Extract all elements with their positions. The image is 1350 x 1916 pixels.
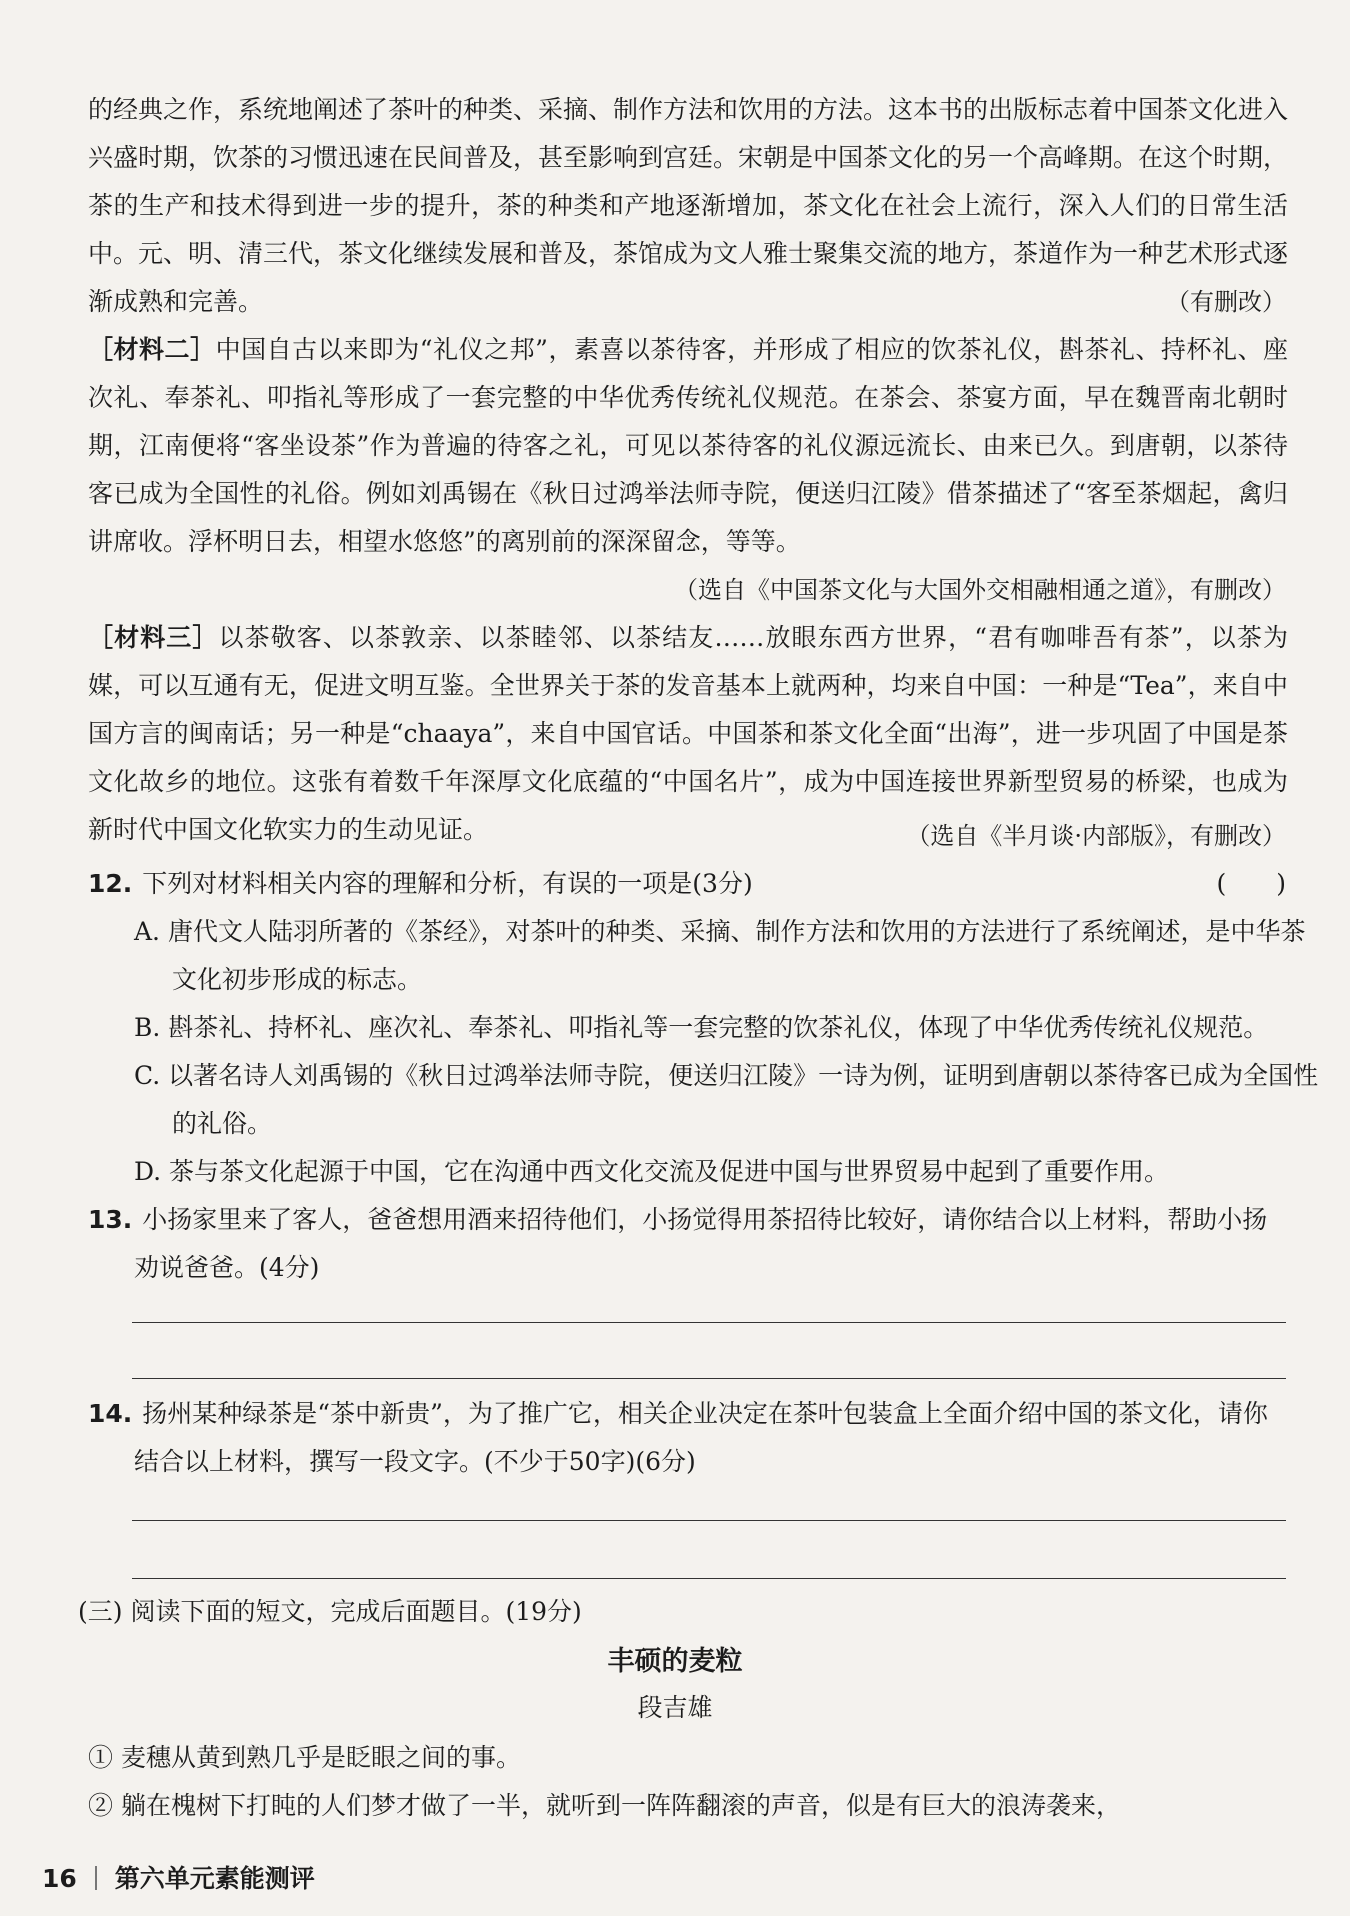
material2-label: ［材料二］ (88, 335, 216, 364)
material2-text: 中国自古以来即为“礼仪之邦”，素喜以茶待客，并形成了相应的饮茶礼仪，斟茶礼、持杯礼、座次礼、奉茶礼、叩指礼等形成了一套完整的中华优秀传统礼仪规范。在茶会、茶宴方面，早在魏晋南北朝时期，江南便将“客坐设茶”作为普遍的待客之礼，可见以茶待客的礼仪源远流长、由来已久。到唐朝，以茶待客已成为全国性的礼俗。例如刘禹锡在《秋日过鸿举法师寺院，便送归江陵》借茶描述了“客至茶烟起，禽归讲席收。浮杯明日去，相望水悠悠”的离别前的深深留念，等等。 (88, 335, 1288, 556)
question-12-stem: 下列对材料相关内容的理解和分析，有误的一项是(3分) (142, 869, 753, 898)
q14-answer-line-1[interactable] (132, 1520, 1286, 1521)
unit-title: 第六单元素能测评 (114, 1864, 315, 1893)
article-author: 段吉雄 (637, 1693, 713, 1722)
q13-answer-line-1[interactable] (132, 1322, 1286, 1323)
material3-text: 以茶敬客、以茶敦亲、以茶睦邻、以茶结友……放眼东西方世界，“君有咖啡吾有茶”，以茶为媒，可以互通有无，促进文明互鉴。全世界关于茶的发音基本上就两种，均来自中国：一种是“Tea”，来自中国方言的闽南话；另一种是“chaaya”，来自中国官话。中国茶和茶文化全面“出海”，进一步巩固了中国是茶文化故乡的地位。这张有着数千年深厚文化底蕴的“中国名片”，成为中国连接世界新型贸易的桥梁，也成为新时代中国文化软实力的生动见证。 (88, 623, 1288, 844)
material1-source: （有删改） (1166, 288, 1286, 316)
question-12 (88, 860, 1288, 908)
question-14 (88, 1390, 1288, 1486)
option-a[interactable]: A. 唐代文人陆羽所著的《茶经》，对茶叶的种类、采摘、制作方法和饮用的方法进行了系统阐述，是中华茶文化初步形成的标志。 (134, 917, 1306, 994)
material3-source: （选自《半月谈·内部版》，有删改） (906, 822, 1286, 850)
material2-paragraph (88, 326, 1288, 566)
question-14-number: 14. (88, 1399, 133, 1428)
option-b[interactable]: B. 斟茶礼、持杯礼、座次礼、奉茶礼、叩指礼等一套完整的饮茶礼仪，体现了中华优秀传统礼仪规范。 (134, 1013, 1269, 1042)
page-footer (42, 1862, 315, 1896)
question-13-stem: 小扬家里来了客人，爸爸想用酒来招待他们，小扬觉得用茶招待比较好，请你结合以上材料，帮助小扬劝说爸爸。(4分) (134, 1205, 1268, 1282)
footer-divider (95, 1866, 97, 1890)
question-14-stem: 扬州某种绿茶是“茶中新贵”，为了推广它，相关企业决定在茶叶包装盒上全面介绍中国的茶文化，请你结合以上材料，撰写一段文字。(不少于50字)(6分) (134, 1399, 1268, 1476)
q13-answer-line-2[interactable] (132, 1378, 1286, 1379)
page-number: 16 (42, 1864, 77, 1893)
material2-source: （选自《中国茶文化与大国外交相融相通之道》，有删改） (674, 576, 1286, 604)
article-title: 丰硕的麦粒 (607, 1646, 743, 1677)
question-12-number: 12. (88, 869, 133, 898)
q14-answer-line-2[interactable] (132, 1578, 1286, 1579)
question-13-number: 13. (88, 1205, 133, 1234)
question-13 (88, 1196, 1288, 1292)
article-paragraph-1: ① 麦穗从黄到熟几乎是眨眼之间的事。 (88, 1743, 521, 1772)
option-c[interactable]: C. 以著名诗人刘禹锡的《秋日过鸿举法师寺院，便送归江陵》一诗为例，证明到唐朝以茶待客已成为全国性的礼俗。 (134, 1061, 1319, 1138)
material1-text: 的经典之作，系统地阐述了茶叶的种类、采摘、制作方法和饮用的方法。这本书的出版标志着中国茶文化进入兴盛时期，饮茶的习惯迅速在民间普及，甚至影响到宫廷。宋朝是中国茶文化的另一个高峰期。在这个时期，茶的生产和技术得到进一步的提升，茶的种类和产地逐渐增加，茶文化在社会上流行，深入人们的日常生活中。元、明、清三代，茶文化继续发展和普及，茶馆成为文人雅士聚集交流的地方，茶道作为一种艺术形式逐渐成熟和完善。 (88, 95, 1289, 316)
material3-label: ［材料三］ (88, 623, 219, 652)
article-paragraph-2: ② 躺在槐树下打盹的人们梦才做了一半，就听到一阵阵翻滚的声音，似是有巨大的浪涛袭来， (88, 1791, 1121, 1820)
material1-paragraph (88, 86, 1288, 326)
option-d[interactable]: D. 茶与茶文化起源于中国，它在沟通中西文化交流及促进中国与世界贸易中起到了重要作用。 (134, 1157, 1170, 1186)
answer-parentheses[interactable]: ( ) (1216, 869, 1286, 898)
section3-heading: (三) 阅读下面的短文，完成后面题目。(19分) (78, 1597, 582, 1626)
